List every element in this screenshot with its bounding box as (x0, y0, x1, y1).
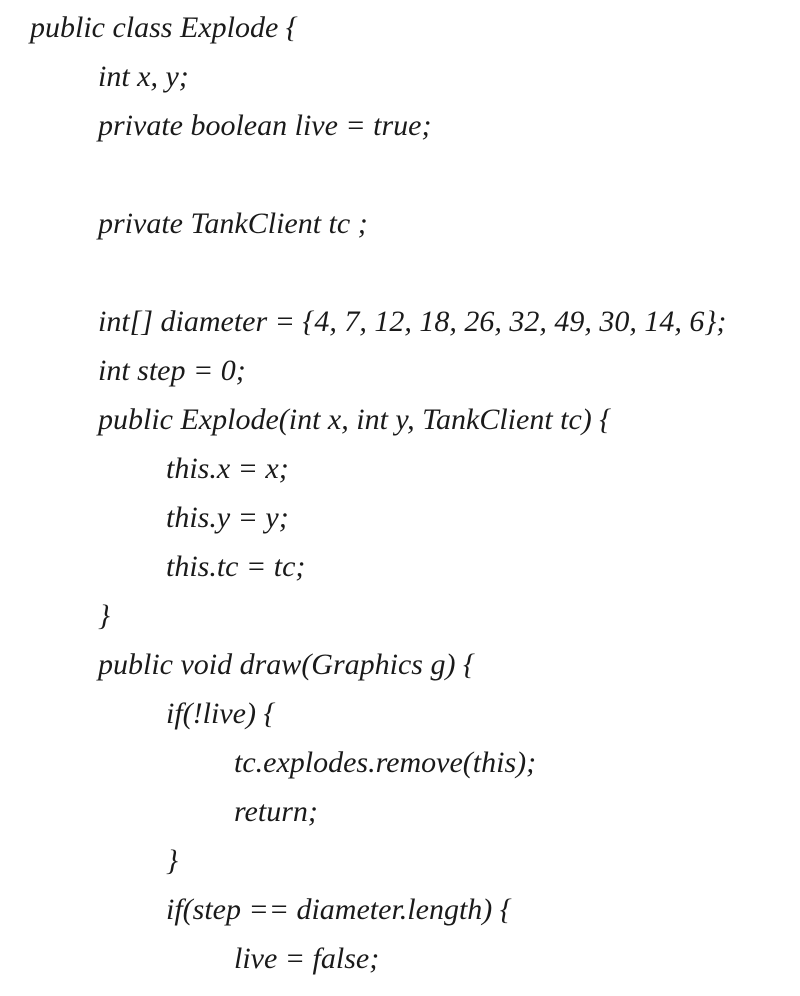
code-line-field-diameter: int[] diameter = {4, 7, 12, 18, 26, 32, 49, 30, 14, 6}; (98, 305, 727, 338)
code-line-close-brace: } (98, 599, 110, 632)
code-line-set-live-false: live = false; (234, 942, 380, 975)
code-line-field-xy: int x, y; (98, 60, 189, 93)
code-line-draw-method: public void draw(Graphics g) { (98, 648, 475, 681)
code-line-constructor: public Explode(int x, int y, TankClient tc) { (98, 403, 612, 436)
code-line-if-step: if(step == diameter.length) { (166, 893, 512, 926)
code-line-assign-x: this.x = x; (166, 452, 289, 485)
code-line-field-step: int step = 0; (98, 354, 246, 387)
code-line-field-live: private boolean live = true; (98, 109, 432, 142)
code-line-assign-tc: this.tc = tc; (166, 550, 306, 583)
code-line-remove-call: tc.explodes.remove(this); (234, 746, 537, 779)
code-line-close-brace: } (166, 844, 178, 877)
code-line-if-not-live: if(!live) { (166, 697, 276, 730)
code-line-class-declaration: public class Explode { (30, 11, 298, 44)
code-line-field-tc: private TankClient tc ; (98, 207, 368, 240)
code-line-assign-y: this.y = y; (166, 501, 289, 534)
code-line-return: return; (234, 795, 318, 828)
